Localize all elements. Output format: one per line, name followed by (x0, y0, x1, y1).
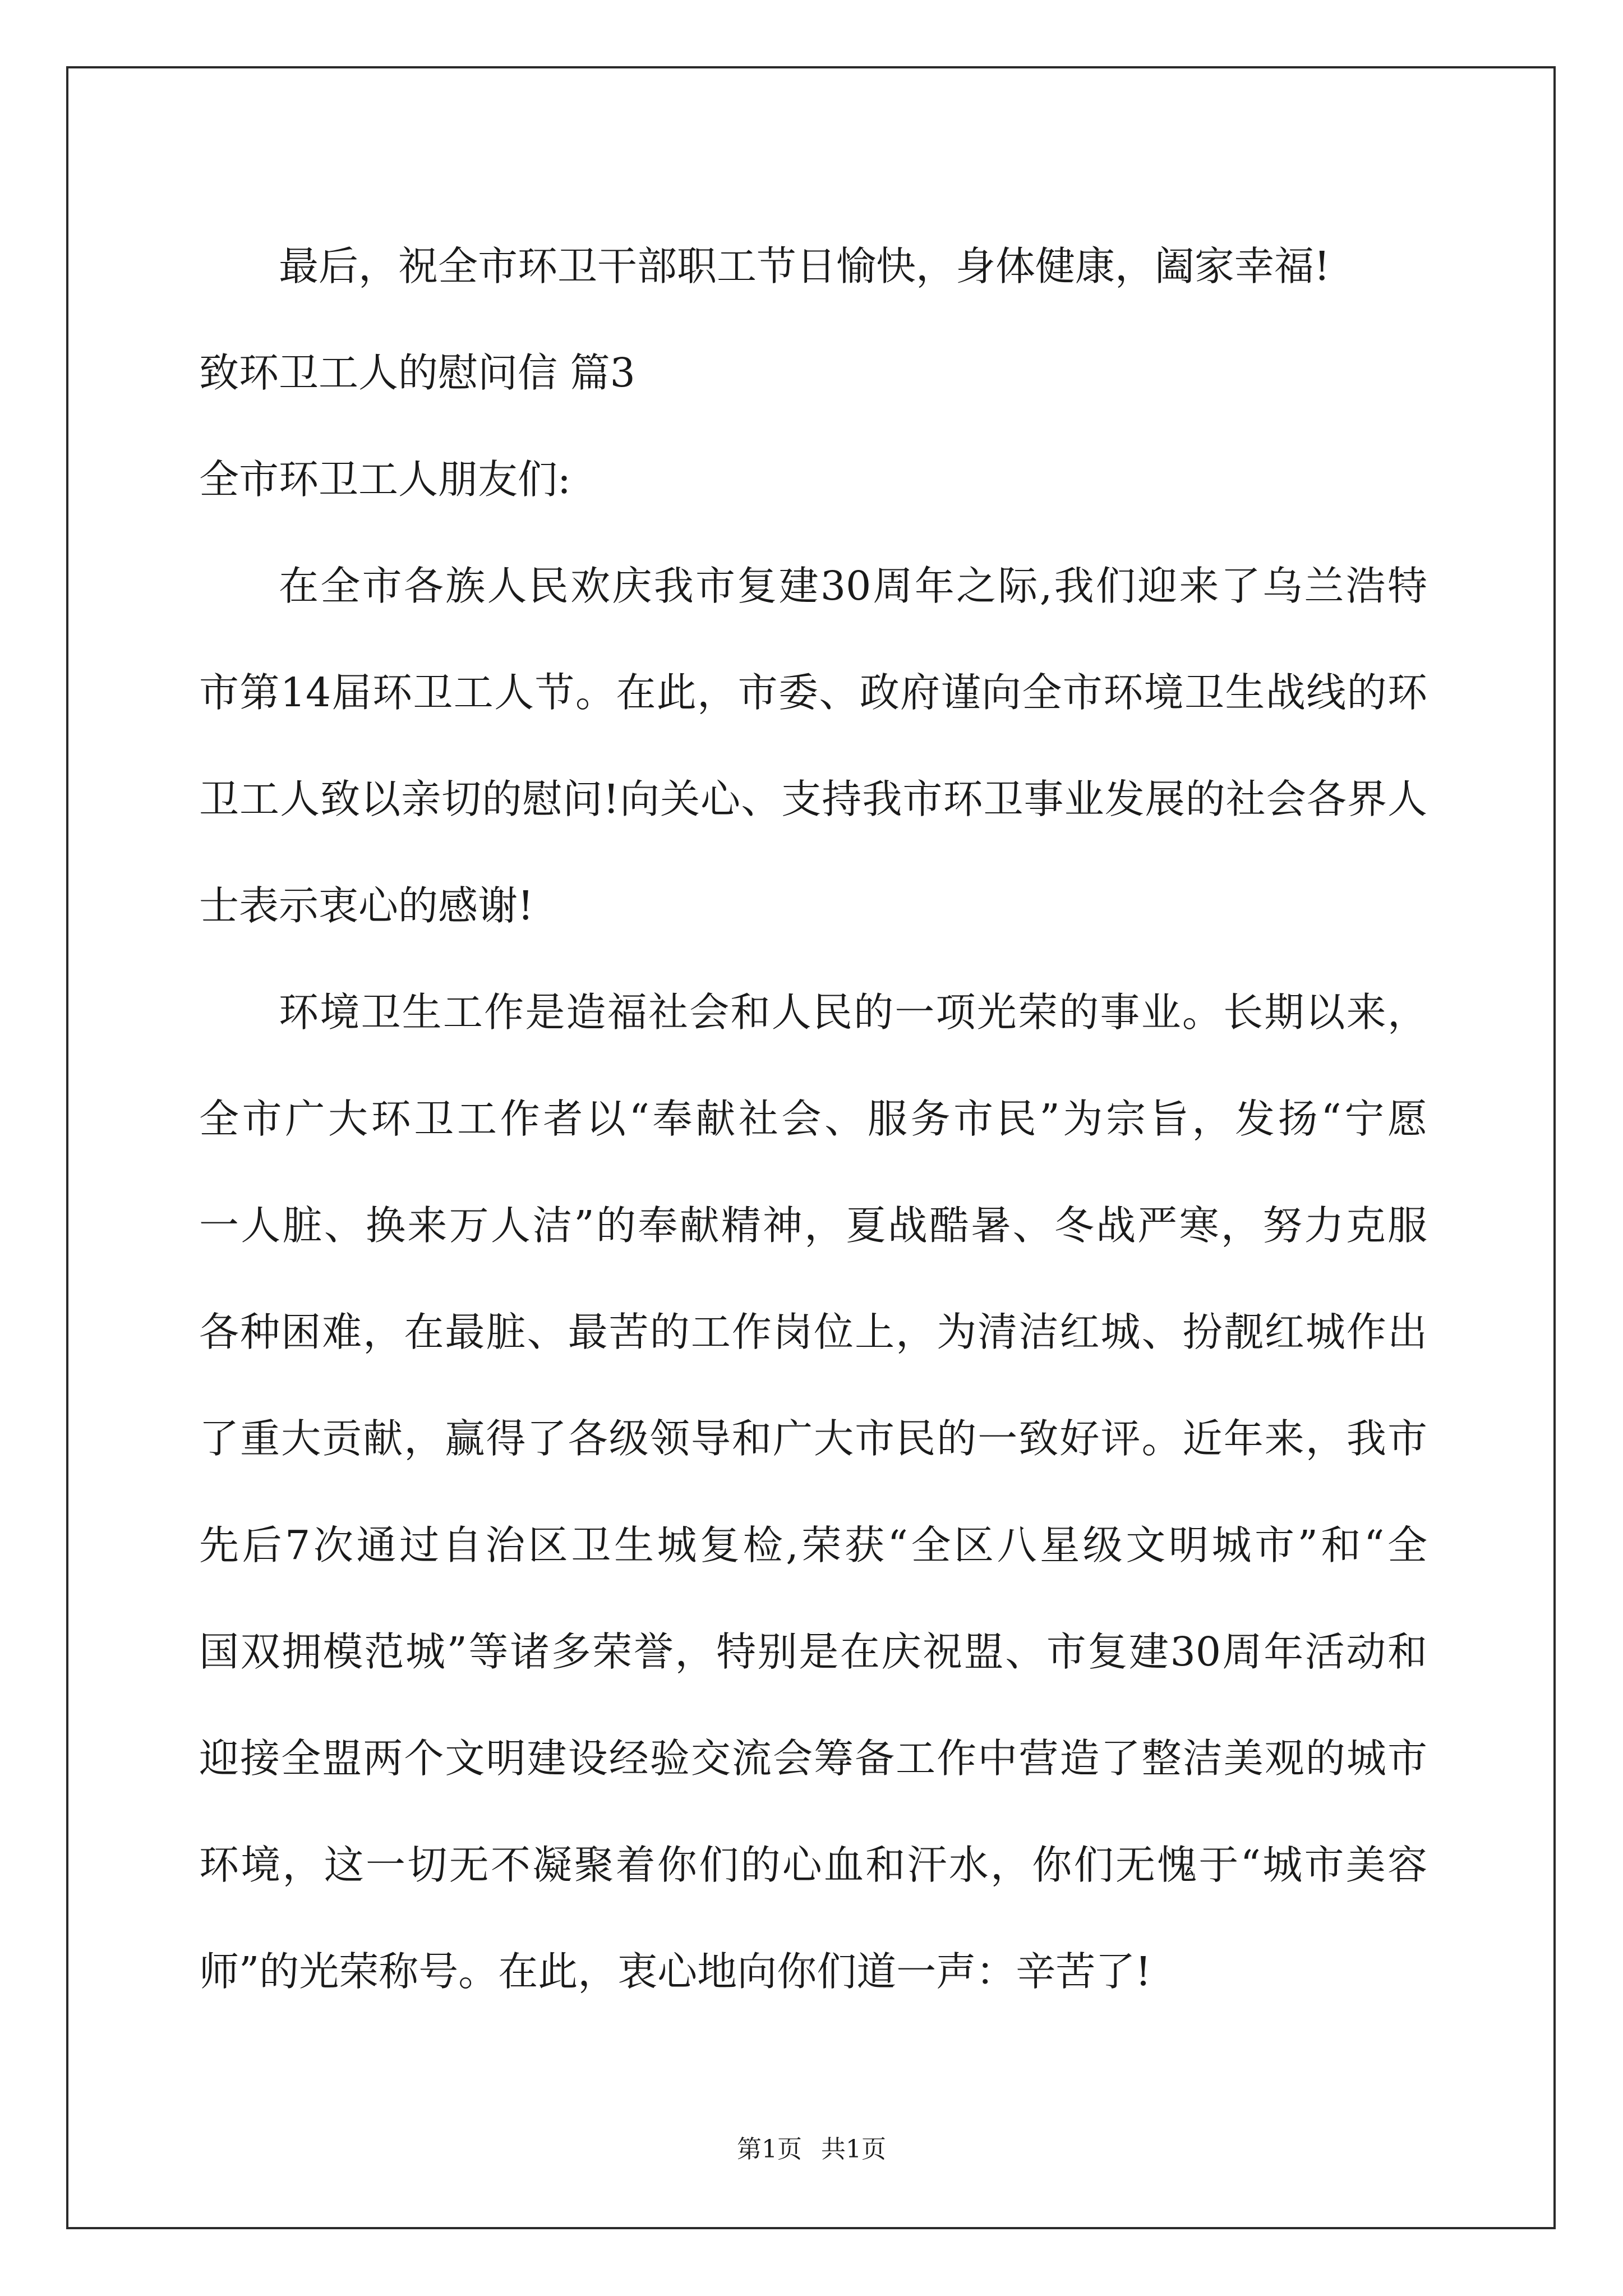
paragraph-line: 在全市各族人民欢庆我市复建30周年之际,我们迎来了乌兰浩特 (279, 563, 1427, 609)
paragraph-line: 市第14届环卫工人节。在此，市委、政府谨向全市环境卫生战线的环 (199, 669, 1427, 716)
letter-heading: 致环卫工人的慰问信 篇3 (199, 349, 635, 396)
paragraph-line: 先后7次通过自治区卫生城复检,荣获“全区八星级文明城市”和“全 (199, 1522, 1427, 1568)
paragraph-line: 迎接全盟两个文明建设经验交流会筹备工作中营造了整洁美观的城市 (199, 1735, 1427, 1782)
closing-line: 最后，祝全市环卫干部职工节日愉快，身体健康，阖家幸福! (279, 243, 1330, 289)
salutation: 全市环卫工人朋友们: (199, 456, 571, 503)
paragraph-2 (199, 959, 1427, 2025)
page-footer (0, 2133, 1623, 2166)
paragraph-line: 全市广大环卫工作者以“奉献社会、服务市民”为宗旨，发扬“宁愿 (199, 1096, 1427, 1142)
paragraph-line: 环境卫生工作是造福社会和人民的一项光荣的事业。长期以来， (279, 989, 1427, 1036)
paragraph-line: 了重大贡献，赢得了各级领导和广大市民的一致好评。近年来，我市 (199, 1415, 1427, 1462)
paragraph-line: 师”的光荣称号。在此，衷心地向你们道一声：辛苦了! (199, 1948, 1151, 1995)
document-body (199, 213, 1427, 2025)
paragraph-line: 各种困难，在最脏、最苦的工作岗位上，为清洁红城、扮靓红城作出 (199, 1309, 1427, 1355)
page-number-total: 共1页 (821, 2135, 886, 2164)
paragraph-line: 士表示衷心的感谢! (199, 882, 534, 929)
paragraph-line: 环境，这一切无不凝聚着你们的心血和汗水，你们无愧于“城市美容 (199, 1842, 1427, 1888)
paragraph-line: 卫工人致以亲切的慰问!向关心、支持我市环卫事业发展的社会各界人 (199, 776, 1427, 822)
page-number-current: 第1页 (737, 2135, 802, 2164)
paragraph-line: 一人脏、换来万人洁”的奉献精神，夏战酷暑、冬战严寒，努力克服 (199, 1202, 1427, 1249)
paragraph-1 (199, 533, 1427, 959)
paragraph-line: 国双拥模范城”等诸多荣誉，特别是在庆祝盟、市复建30周年活动和 (199, 1628, 1427, 1675)
